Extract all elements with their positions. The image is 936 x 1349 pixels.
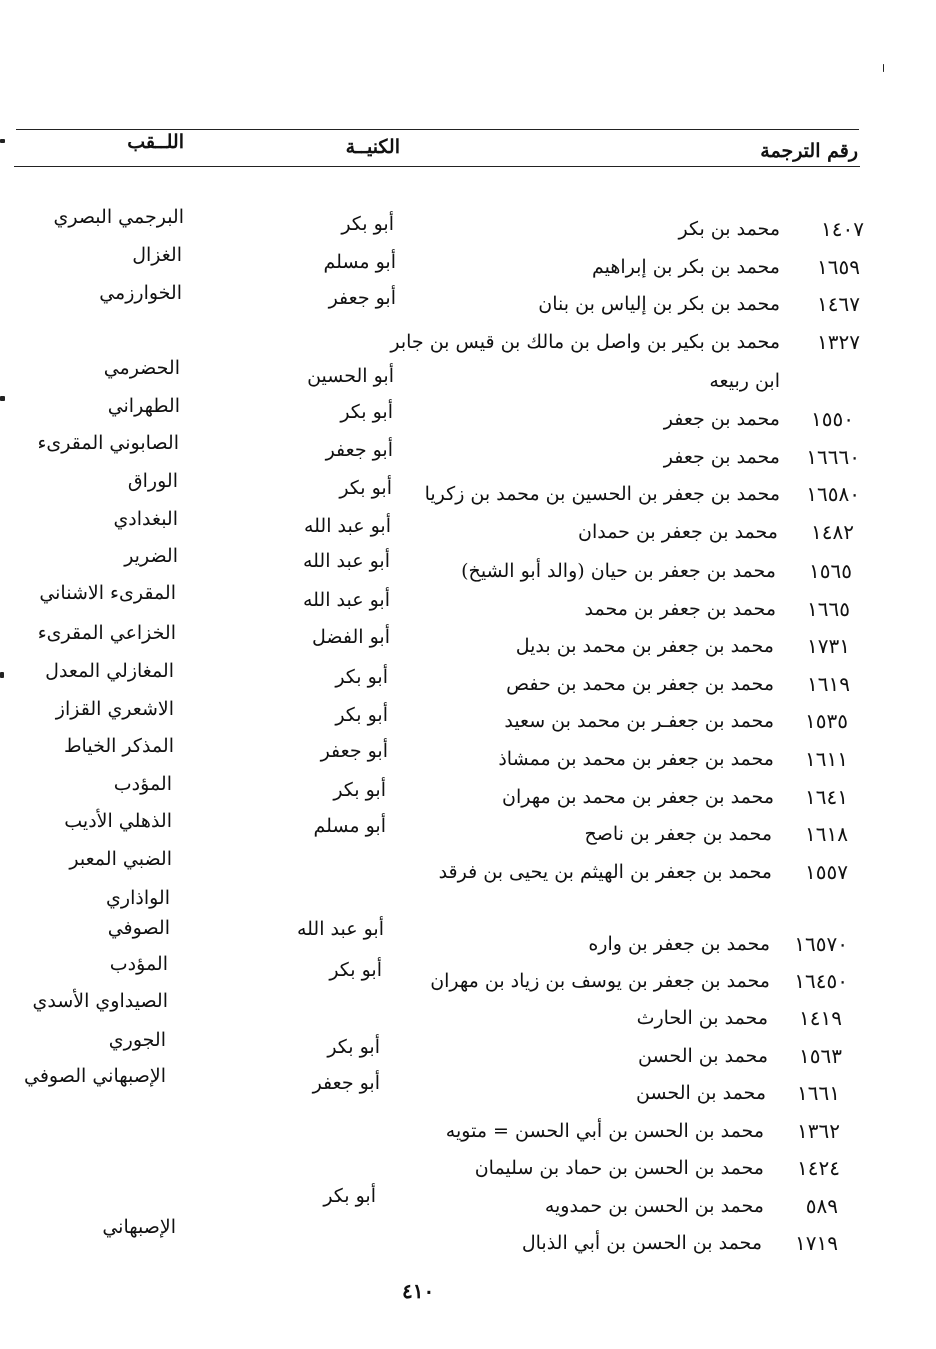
- header-number: رقم الترجمة: [760, 140, 858, 162]
- entry-number: ١٤٦٧: [817, 292, 860, 316]
- entry-name: محمد بن الحسن بن أبي الذبال: [521, 1232, 762, 1254]
- kunya-cell: أبو مسلم: [323, 251, 396, 273]
- entry-name: محمد بن الحارث: [636, 1007, 768, 1029]
- entry-name: محمد بن جعفر بن محمد بن ممشاذ: [498, 748, 774, 770]
- entry-name: محمد بن جعفر: [663, 408, 780, 430]
- entry-number: ١٦١٩: [807, 672, 850, 696]
- entry-number: ١٥٣٥: [805, 709, 848, 733]
- entry-name: محمد بن جعفر بن حيان (والد أبو الشيخ): [461, 560, 776, 582]
- laqab-cell: الصابوني المقرىء: [37, 432, 179, 454]
- scan-mark: [883, 64, 884, 72]
- entry-number: ١٤١٩: [799, 1006, 842, 1030]
- header-laqab: اللــقب: [127, 131, 184, 153]
- entry-name: محمد بن جعفر بن محمد بن مهران: [502, 786, 774, 808]
- kunya-cell: أبو الفضل: [312, 626, 390, 648]
- laqab-cell: الخوارزمي: [99, 282, 182, 304]
- entry-number: ١٦٤١: [805, 785, 848, 809]
- kunya-cell: أبو بكر: [335, 666, 388, 688]
- kunya-cell: أبو بكر: [323, 1185, 376, 1207]
- entry-name: محمد بن جعفر بن محمد بن حفص: [506, 673, 774, 695]
- scan-mark: [0, 396, 5, 401]
- laqab-cell: المؤدب: [113, 773, 172, 795]
- laqab-cell: المؤدب: [109, 953, 168, 975]
- laqab-cell: الخزاعي المقرىء: [37, 622, 176, 644]
- laqab-cell: الذهلي الأديب: [64, 810, 172, 832]
- entry-number: ١٧٣١: [807, 634, 850, 658]
- entry-name: محمد بن جعفر بن محمد: [584, 598, 776, 620]
- laqab-cell: الوراق: [127, 470, 178, 492]
- entry-number: ١٣٢٧: [817, 330, 860, 354]
- laqab-cell: البرجمي البصري: [53, 206, 184, 228]
- kunya-cell: أبو بكر: [341, 213, 394, 235]
- entry-number: ١٤٨٢: [811, 520, 854, 544]
- kunya-cell: أبو جعفر: [320, 740, 388, 762]
- entry-name: محمد بن بكر بن إلياس بن بنان: [538, 293, 780, 315]
- scan-mark: [0, 672, 4, 678]
- entry-name: محمد بن جعفر بن الهيثم بن يحيى بن فرقد: [438, 861, 772, 883]
- laqab-cell: المقرىء الاشناني: [39, 582, 176, 604]
- entry-number: ١٤٢٤: [797, 1156, 840, 1180]
- laqab-cell: المغازلي المعدل: [45, 660, 174, 682]
- entry-name: محمد بن جعفـر بن محمد بن سعيد: [504, 710, 774, 732]
- header-rule: [14, 166, 860, 167]
- kunya-cell: أبو مسلم: [313, 815, 386, 837]
- laqab-cell: الإصبهاني الصوفي: [24, 1065, 166, 1087]
- kunya-cell: أبو بكر: [339, 477, 392, 499]
- laqab-cell: الطهراني: [107, 395, 180, 417]
- entry-name: محمد بن جعفر بن محمد بن بديل: [515, 635, 774, 657]
- entry-number: ١٥٥٠: [811, 407, 854, 431]
- entry-number: ١٦١١: [805, 747, 848, 771]
- kunya-cell: أبو بكر: [340, 401, 393, 423]
- entry-name: محمد بن بكر: [678, 218, 780, 240]
- kunya-cell: أبو بكر: [335, 704, 388, 726]
- laqab-cell: الغزال: [132, 244, 182, 266]
- kunya-cell: أبو عبد الله: [302, 550, 390, 572]
- kunya-cell: أبو بكر: [333, 779, 386, 801]
- entry-number: ١٤٠٧: [821, 217, 864, 241]
- entry-number: ١٣٦٢: [797, 1119, 840, 1143]
- entry-number: ١٦٤٥٠: [794, 969, 848, 993]
- entry-name: محمد بن الحسن بن أبي الحسن = متويه: [445, 1120, 764, 1142]
- entry-number: ١٦٥٧٠: [794, 932, 848, 956]
- entry-name: محمد بن الحسن بن حماد بن سليمان: [474, 1157, 764, 1179]
- laqab-cell: البغدادي: [113, 508, 178, 530]
- kunya-cell: أبو الحسين: [307, 365, 394, 387]
- entry-name: محمد بن بكير بن واصل بن مالك بن قيس بن جابر: [390, 331, 780, 353]
- entry-name: محمد بن جعفر بن يوسف بن زياد بن مهران: [430, 970, 770, 992]
- entry-name: محمد بن الحسن: [636, 1082, 766, 1104]
- entry-number: ١٦٥٨٠: [806, 482, 860, 506]
- laqab-cell: الحضرمي: [103, 357, 180, 379]
- entry-name: محمد بن جعفر: [663, 446, 780, 468]
- entry-number: ١٦١٨: [805, 822, 848, 846]
- entry-name: محمد بن بكر بن إبراهيم: [591, 256, 780, 278]
- laqab-cell: المذكر الخياط: [63, 735, 174, 757]
- entry-number: ١٦٥٩: [817, 255, 860, 279]
- laqab-cell: الواذاري: [106, 887, 170, 909]
- entry-name: محمد بن الحسن بن حمدويه: [544, 1195, 764, 1217]
- kunya-cell: أبو عبد الله: [296, 918, 384, 940]
- kunya-cell: أبو عبد الله: [302, 589, 390, 611]
- entry-number: ١٦٦١: [797, 1081, 840, 1105]
- kunya-cell: أبو بكر: [327, 1036, 380, 1058]
- entry-name: محمد بن جعفر بن ناصح: [584, 823, 772, 845]
- entry-name: محمد بن جعفر بن الحسين بن محمد بن زكريا: [424, 483, 780, 505]
- laqab-cell: الإصبهاني: [102, 1216, 176, 1238]
- header-kunya: الكنيــة: [345, 136, 400, 158]
- laqab-cell: الصيداوي الأسدي: [32, 990, 168, 1012]
- kunya-cell: أبو عبد الله: [303, 515, 391, 537]
- laqab-cell: الجوري: [108, 1029, 166, 1051]
- entry-name: محمد بن جعفر بن واره: [588, 933, 770, 955]
- kunya-cell: أبو جعفر: [325, 439, 393, 461]
- top-rule: [16, 129, 859, 130]
- entry-name: محمد بن جعفر بن حمدان: [577, 521, 778, 543]
- entry-number: ١٦٦٥: [807, 597, 850, 621]
- entry-number: ٥٨٩: [805, 1194, 838, 1218]
- laqab-cell: الضرير: [124, 545, 178, 567]
- scan-mark: [0, 139, 5, 143]
- kunya-cell: أبو جعفر: [328, 287, 396, 309]
- entry-number: ١٧١٩: [795, 1231, 838, 1255]
- entry-number: ١٦٦٦٠: [806, 445, 860, 469]
- kunya-cell: أبو بكر: [329, 959, 382, 981]
- laqab-cell: الصوفي: [107, 917, 170, 939]
- laqab-cell: الضبي المعبر: [69, 848, 172, 870]
- entry-name-continued: ابن ربيعه: [709, 370, 780, 392]
- entry-number: ١٥٦٣: [799, 1044, 842, 1068]
- entry-number: ١٥٦٥: [809, 559, 852, 583]
- laqab-cell: الاشعري القزاز: [55, 698, 174, 720]
- kunya-cell: أبو جعفر: [312, 1072, 380, 1094]
- page-number: ٤١٠: [402, 1279, 435, 1303]
- entry-name: محمد بن الحسن: [638, 1045, 768, 1067]
- entry-number: ١٥٥٧: [805, 860, 848, 884]
